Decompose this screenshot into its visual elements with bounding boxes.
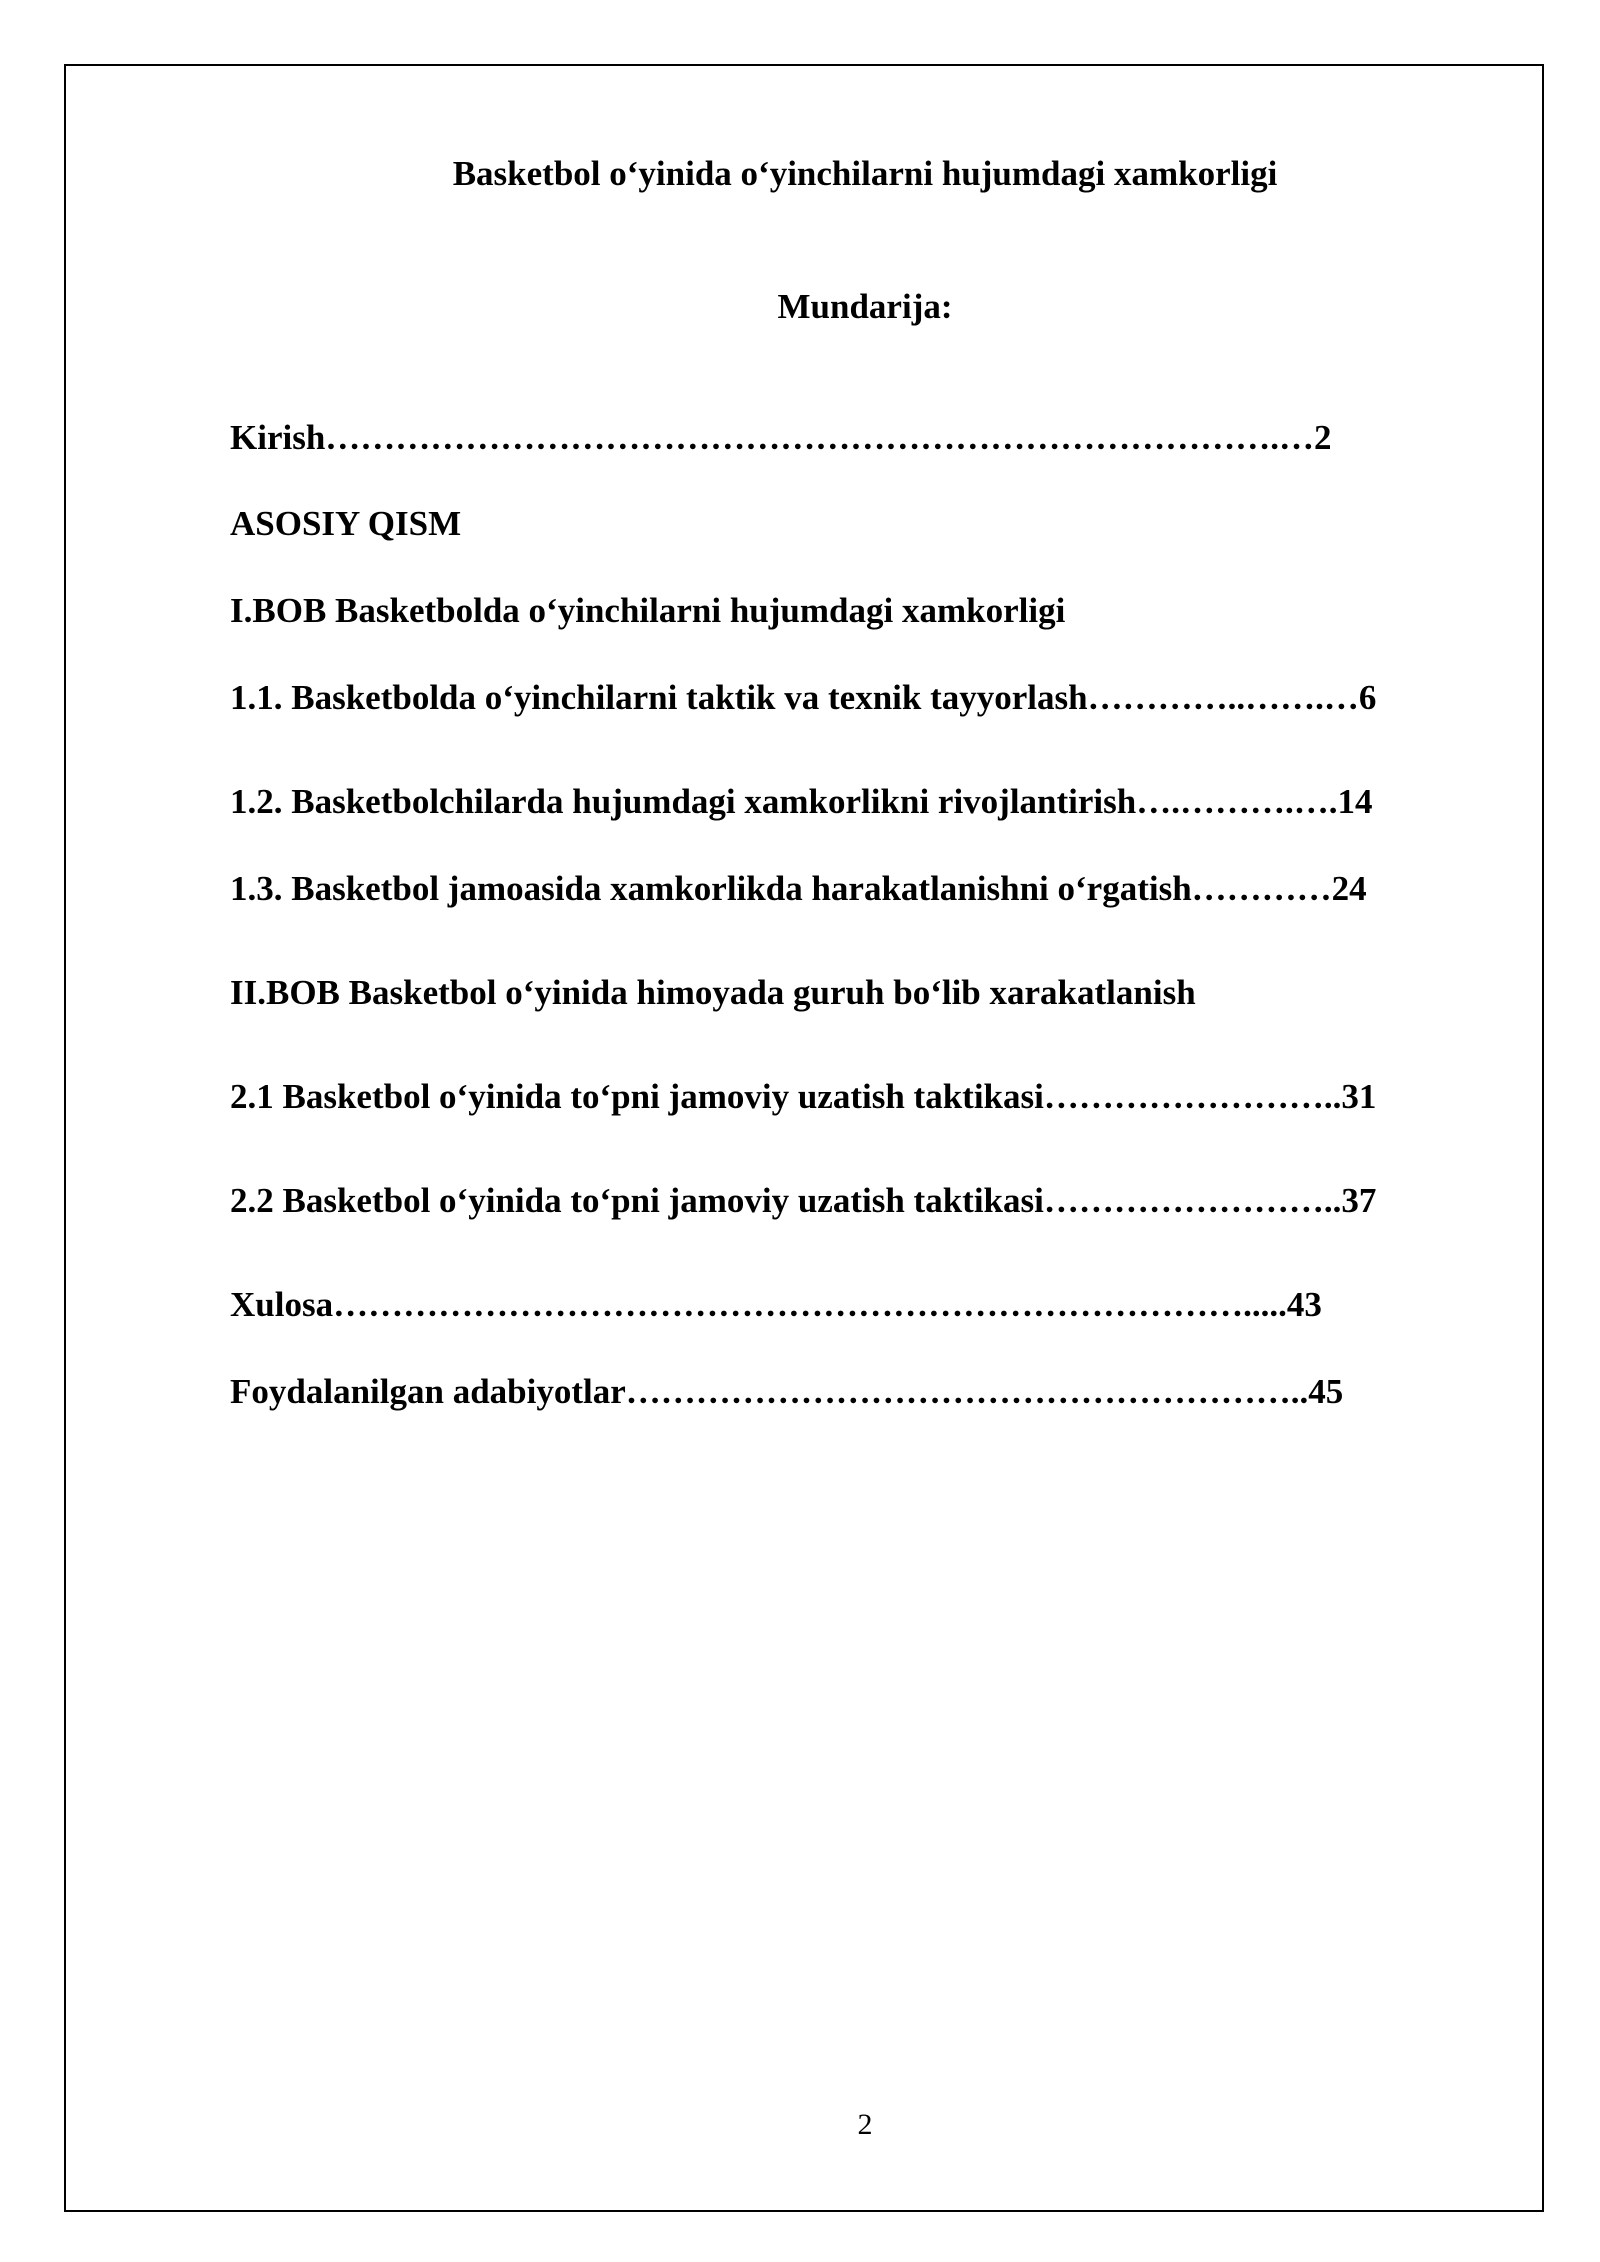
toc-entry-kirish: Kirish……………………………………………………………………….…2 — [230, 418, 1332, 457]
toc-entry-section-1-2: 1.2. Basketbolchilarda hujumdagi xamkorlikni rivojlantirish….……….….14 — [230, 782, 1373, 821]
document-title: Basketbol o‘yinida o‘yinchilarni hujumdagi xamkorligi — [452, 154, 1278, 193]
toc-entry-section-2-2: 2.2 Basketbol o‘yinida to‘pni jamoviy uzatish taktikasi……………………..37 — [230, 1181, 1377, 1220]
page-number: 2 — [857, 2108, 873, 2141]
toc-entry-chapter-1: I.BOB Basketbolda o‘yinchilarni hujumdagi xamkorligi — [230, 591, 1066, 630]
toc-entry-adabiyotlar: Foydalanilgan adabiyotlar…………………………………………………..45 — [230, 1372, 1344, 1411]
toc-entry-section-2-1: 2.1 Basketbol o‘yinida to‘pni jamoviy uzatish taktikasi……………………..31 — [230, 1077, 1377, 1116]
toc-heading: Mundarija: — [777, 287, 953, 326]
page-border — [64, 64, 1544, 2212]
toc-entry-xulosa: Xulosa…………………………………………………………………….....43 — [230, 1285, 1322, 1324]
toc-entry-section-1-3: 1.3. Basketbol jamoasida xamkorlikda harakatlanishni o‘rgatish…………24 — [230, 869, 1367, 908]
toc-entry-section-1-1: 1.1. Basketbolda o‘yinchilarni taktik va texnik tayyorlash…………..…….…6 — [230, 678, 1377, 717]
toc-entry-chapter-2: II.BOB Basketbol o‘yinida himoyada guruh bo‘lib xarakatlanish — [230, 973, 1196, 1012]
toc-entry-asosiy-qism: ASOSIY QISM — [230, 504, 462, 543]
